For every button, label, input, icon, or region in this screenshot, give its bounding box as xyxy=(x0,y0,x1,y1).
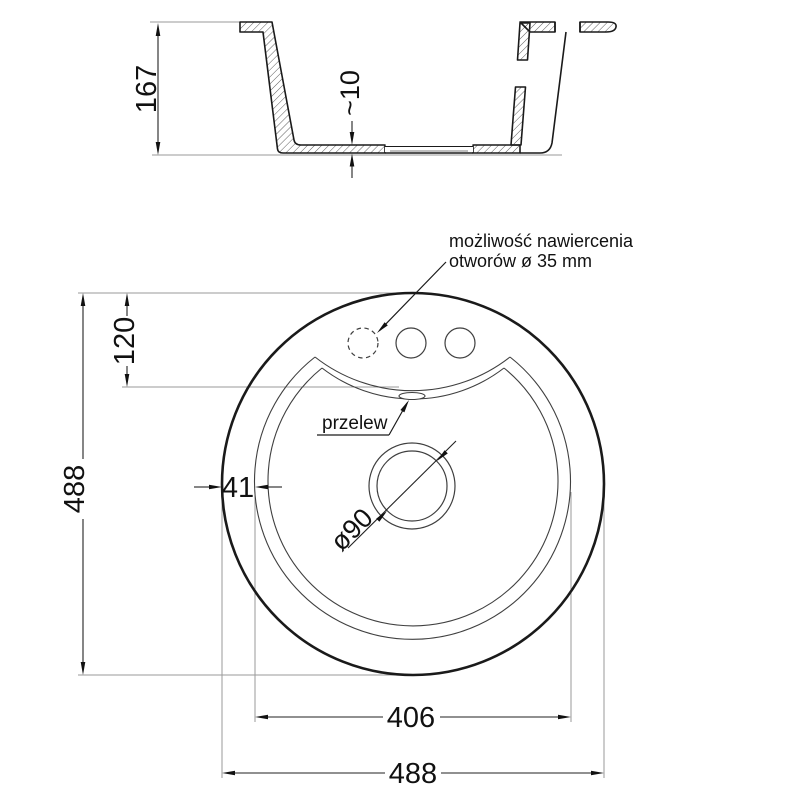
overflow-callout xyxy=(317,400,409,435)
plan-view xyxy=(59,231,634,790)
drill-note-line2: otworów ø 35 mm xyxy=(449,251,593,271)
overall-height-label: 488 xyxy=(59,464,91,514)
arrow-up-icon xyxy=(125,293,130,306)
rim-width-label: 41 xyxy=(221,472,255,504)
tap-hole xyxy=(396,328,426,358)
arrow-left-icon xyxy=(255,485,268,490)
bottom-thickness-label: ~10 xyxy=(335,70,365,116)
optional-drill-hole xyxy=(348,328,378,358)
arrow-left-icon xyxy=(255,715,268,720)
drain-hole-circle xyxy=(377,451,447,521)
arrow-up-icon xyxy=(81,293,86,306)
ledge-upper-arc xyxy=(315,357,510,391)
drain-recess xyxy=(385,146,473,153)
drill-note-line1: możliwość nawiercenia xyxy=(449,231,634,251)
arrow-up-icon xyxy=(156,23,161,36)
section-height-label: 167 xyxy=(131,64,163,114)
arrow-down-icon xyxy=(125,374,130,387)
dim-ledge-depth xyxy=(109,293,141,387)
dim-section-height xyxy=(131,23,163,155)
tap-hole xyxy=(445,328,475,358)
arrow-right-icon xyxy=(209,485,222,490)
overall-width-label: 488 xyxy=(388,758,438,790)
arrow-down-left-icon xyxy=(377,322,388,333)
ledge-depth-label: 120 xyxy=(109,316,141,366)
arrow-down-icon xyxy=(350,132,355,145)
overflow-slot xyxy=(399,393,425,400)
bowl-inner-arc xyxy=(268,368,558,626)
arrow-down-icon xyxy=(156,142,161,155)
dim-bottom-thickness xyxy=(335,70,365,178)
arrow-right-icon xyxy=(591,771,604,776)
dim-bowl-width xyxy=(255,702,571,734)
bowl-width-label: 406 xyxy=(386,702,436,734)
dim-overall-height xyxy=(59,293,91,675)
arrow-right-icon xyxy=(558,715,571,720)
arrow-left-icon xyxy=(222,771,235,776)
overflow-label: przelew xyxy=(322,413,388,434)
dim-overall-width xyxy=(222,758,604,790)
cross-section-view xyxy=(131,22,616,178)
arrow-down-icon xyxy=(81,662,86,675)
tap-holes xyxy=(348,328,475,358)
drain-diameter-label: ø90 xyxy=(324,502,379,557)
arrow-up-right-icon xyxy=(400,400,409,412)
